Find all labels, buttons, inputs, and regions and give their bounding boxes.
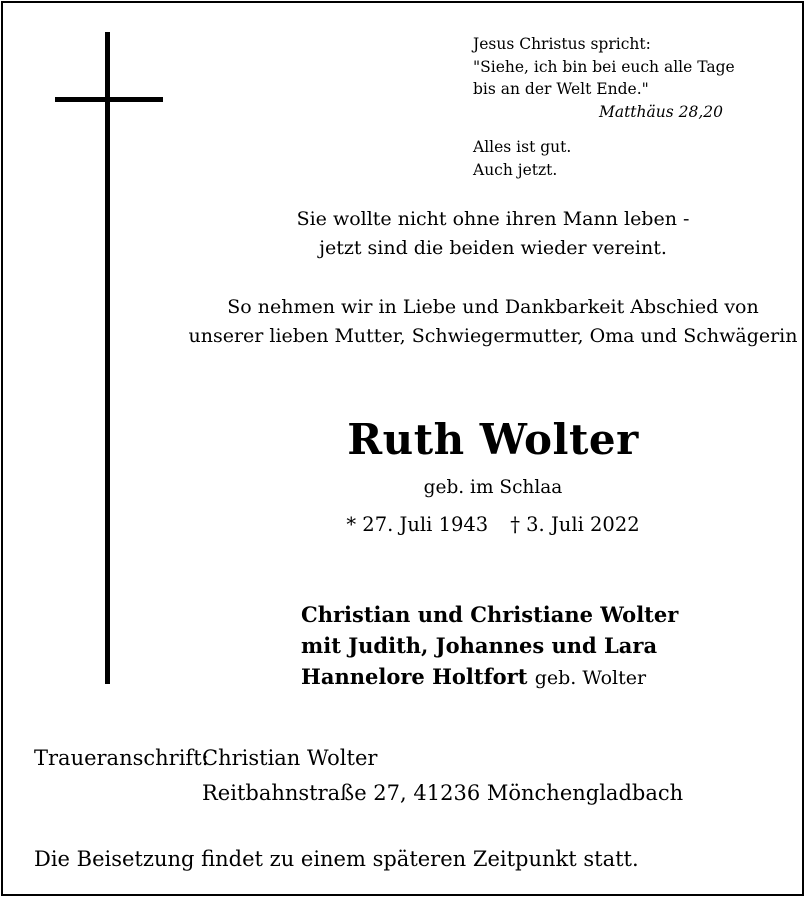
verse-line: Jesus Christus spricht: <box>473 35 651 53</box>
intro-line: jetzt sind die beiden wieder vereint. <box>319 237 667 259</box>
life-dates <box>178 511 808 539</box>
cross-horizontal-bar <box>55 97 163 102</box>
intro-line: Sie wollte nicht ohne ihren Mann leben - <box>296 208 690 230</box>
birth-name: geb. im Schlaa <box>423 477 563 498</box>
address-name: Christian Wolter <box>202 746 378 770</box>
burial-notice: Die Beisetzung findet zu einem späteren Zeitpunkt statt. <box>34 847 639 871</box>
address-label: Traueranschrift: <box>34 746 209 770</box>
verse-reference: Matthäus 28,20 <box>598 102 723 121</box>
farewell-line: unserer lieben Mutter, Schwiegermutter, Oma und Schwägerin <box>188 325 798 347</box>
verse-line: "Siehe, ich bin bei euch alle Tage <box>473 57 735 76</box>
obituary-frame <box>1 1 804 896</box>
verse-line: Auch jetzt. <box>473 160 558 179</box>
mourner-line <box>301 661 678 694</box>
farewell-line: So nehmen wir in Liebe und Dankbarkeit Abschied von <box>227 296 759 318</box>
bible-verse <box>473 33 773 181</box>
birth-date: * 27. Juli 1943 <box>346 513 489 536</box>
farewell-text <box>178 293 808 351</box>
verse-line: bis an der Welt Ende." <box>473 80 649 98</box>
mourner-name: Hannelore Holtfort <box>301 664 528 689</box>
verse-line: Alles ist gut. <box>473 138 572 156</box>
intro-text <box>178 205 808 263</box>
address-street: Reitbahnstraße 27, 41236 Mönchengladbach <box>202 781 684 805</box>
mourning-address <box>34 741 683 811</box>
cross-vertical-bar <box>105 32 110 684</box>
mourner-maiden-name: geb. Wolter <box>534 667 647 689</box>
deceased-name: Ruth Wolter <box>347 415 639 464</box>
mourner-line: mit Judith, Johannes und Lara <box>301 633 658 658</box>
mourners <box>301 599 678 694</box>
death-date: † 3. Juli 2022 <box>510 513 640 536</box>
mourner-line: Christian und Christiane Wolter <box>301 602 679 627</box>
